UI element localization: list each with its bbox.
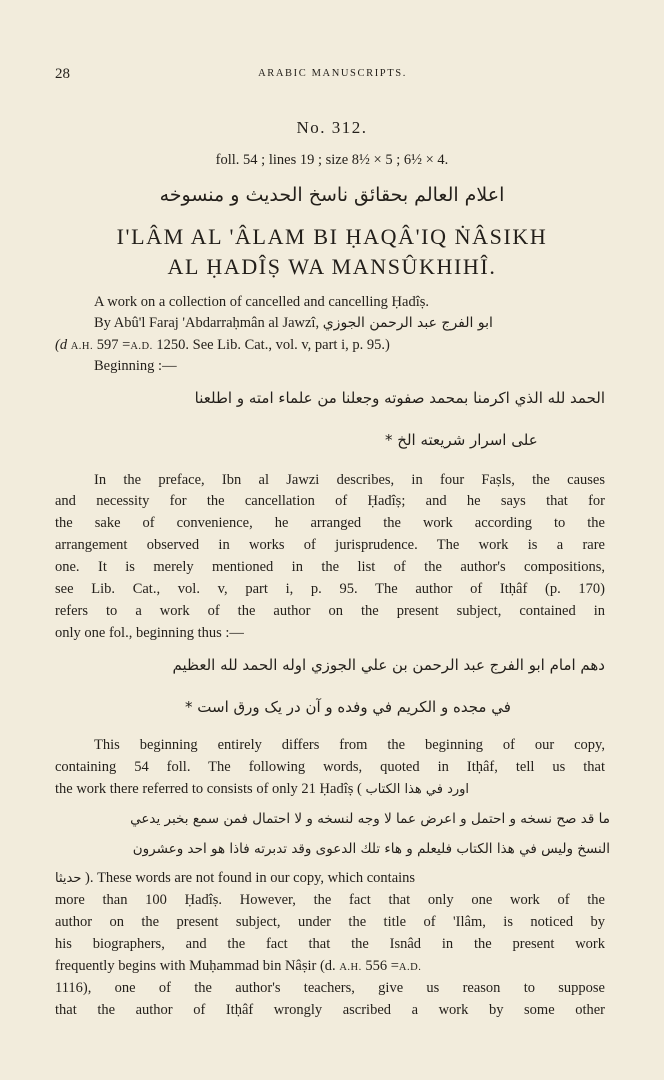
paragraph-1-line-7: refers to a work of the author on the present subject, contained in [55,603,605,619]
paragraph-1-line-6: see Lib. Cat., vol. v, part i, p. 95. The author of Itḥâf (p. 170) [55,581,605,597]
paragraph-1-line-3: the sake of convenience, he arranged the work according to the [55,515,605,531]
paragraph-2-line-7: more than 100 Ḥadîṣ. However, the fact that only one work of the [55,892,605,908]
paragraph-1-line-8: only one fol., beginning thus :— [55,625,244,641]
paragraph-1-line-4: arrangement observed in works of jurisprudence. The work is a rare [55,537,605,553]
paragraph-2-line-11: 1116), one of the author's teachers, give us reason to suppose [55,980,605,996]
running-head: ARABIC MANUSCRIPTS. [258,68,407,79]
page-header [55,66,610,84]
paragraph-2-line-3-arabic: اورد في هذا الكتاب [365,782,470,797]
entry-number: No. 312. [296,118,368,137]
quote-arabic-line-2-text: في مجده و الكريم في وفده و آن در يک ورق است * [185,698,511,716]
paragraph-1-line-5: one. It is merely mentioned in the list of the author's compositions, [55,559,605,575]
description-line: A work on a collection of cancelled and cancelling Ḥadîṣ. [94,294,429,310]
paragraph-2-line-9: his biographers, and the fact that the Isnâd in the present work [55,936,605,952]
date-open: (d [55,337,68,353]
author-line [94,313,493,333]
author-text: By Abû'l Faraj 'Abdarraḥmân al Jawzî, [94,315,320,331]
paragraph-2-line-1: This beginning entirely differs from the beginning of our copy, [94,737,605,753]
author-arabic: ابو الفرج عبد الرحمن الجوزي [322,315,493,331]
date-line [55,335,390,357]
arabic-quote-line-4: ما قد صح نسخه و احتمل و اعرض عما لا وجه لنسخه و لا احتمال فمن سمع بخبر يدعي [130,811,610,827]
beginning-arabic-line-1: الحمد لله الذي اكرمنا بمحمد صفوته وجعلنا من علماء امته و اطلعنا [194,389,605,407]
quote-arabic-line-2 [55,696,605,718]
transliterated-title-line-2: AL ḤADÎṢ WA MANSÛKHIHÎ. [167,254,497,279]
paragraph-2-line-10-ah: A.H. [339,962,362,973]
paragraph-2-line-10-text: frequently begins with Muḥammad bin Nâṣir (d. [55,958,336,974]
paragraph-2-line-6 [55,868,605,889]
paragraph-2-line-10 [55,956,421,978]
arabic-title: اعلام العالم بحقائق ناسخ الحديث و منسوخه [159,184,505,206]
quote-arabic-line-1: دهم امام ابو الفرج عبد الرحمن بن علي الجوزي اوله الحمد لله العظيم [172,656,605,674]
paragraph-2-line-8: author on the present subject, under the title of 'Ilâm, is noticed by [55,914,605,930]
page-number: 28 [55,66,70,82]
paragraph-2-line-6-arabic: حديثا [55,871,82,886]
paragraph-1-line-2: and necessity for the cancellation of Ḥadîṣ; and he says that for [55,493,605,509]
date-ad-label: A.D. [130,341,153,352]
date-ah-label: A.H. [70,341,94,352]
beginning-arabic-line-2-text: على اسرار شريعته الخ * [385,431,538,449]
collation-line: foll. 54 ; lines 19 ; size 8½ × 5 ; 6½ × 4. [215,152,449,168]
date-ah-value: 597 = [96,337,131,353]
paragraph-2-line-3-text: the work there referred to consists of only 21 Ḥadîṣ ( [55,781,362,797]
paragraph-2-line-12: that the author of Itḥâf wrongly ascribed a work by some other [55,1002,605,1018]
paragraph-2-line-2: containing 54 foll. The following words, quoted in Itḥâf, tell us that [55,759,605,775]
paragraph-2-line-10-ad: A.D. [398,962,422,973]
beginning-arabic-line-2 [55,429,605,451]
paragraph-1-line-1: In the preface, Ibn al Jawzi describes, in four Faṣls, the causes [94,472,605,488]
transliterated-title-line-1: I'LÂM AL 'ÂLAM BI ḤAQÂ'IQ ṄÂSIKH [116,224,548,249]
arabic-quote-line-5: النسخ وليس في هذا الكتاب فليعلم و هاء تلك الدعوى وقد تدبرته فاذا هو احد وعشرون [132,841,610,857]
paragraph-2-line-6-text: ). These words are not found in our copy, which contains [85,870,416,886]
date-rest: 1250. See Lib. Cat., vol. v, part i, p. 95.) [156,337,390,353]
paragraph-2-line-3 [55,779,610,800]
paragraph-2-line-10-num: 556 = [365,958,399,974]
beginning-label: Beginning :— [94,358,177,374]
